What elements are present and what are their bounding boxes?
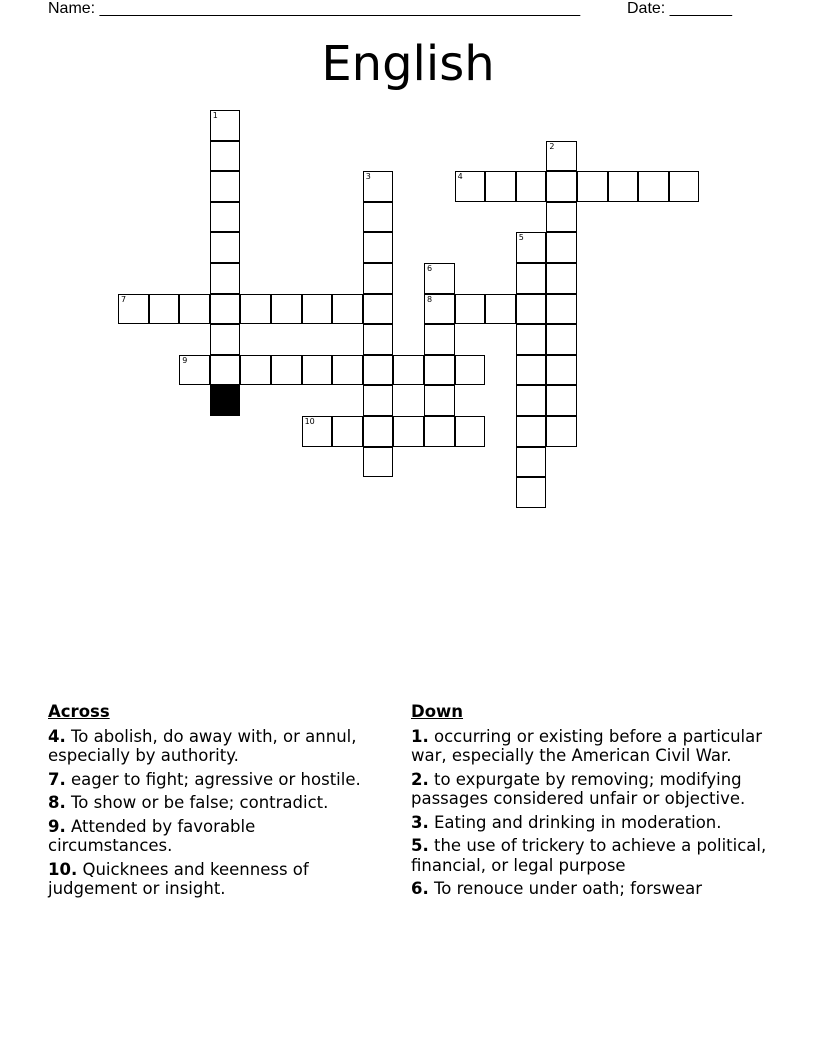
grid-cell[interactable]	[546, 324, 577, 355]
grid-cell[interactable]	[363, 385, 394, 416]
date-field-label: Date: _______	[627, 0, 732, 17]
grid-cell[interactable]	[638, 171, 669, 202]
cell-number: 5	[518, 233, 524, 243]
grid-cell[interactable]	[210, 294, 241, 325]
grid-cell[interactable]	[210, 141, 241, 172]
cell-number: 4	[457, 172, 463, 182]
crossword-grid	[0, 0, 816, 520]
grid-cell[interactable]	[393, 416, 424, 447]
clue-number: 9.	[48, 816, 66, 836]
clue-text: to expurgate by removing; modifying passages considered unfair or objective.	[411, 769, 746, 808]
grid-cell[interactable]	[332, 294, 363, 325]
clue-number: 4.	[48, 726, 66, 746]
down-clues	[411, 702, 776, 903]
grid-cell[interactable]	[424, 294, 455, 325]
grid-cell[interactable]	[516, 416, 547, 447]
black-cell	[210, 385, 241, 416]
clue-number: 1.	[411, 726, 429, 746]
grid-cell[interactable]	[179, 355, 210, 386]
clue-number: 3.	[411, 812, 429, 832]
grid-cell[interactable]	[546, 171, 577, 202]
grid-cell[interactable]	[577, 171, 608, 202]
grid-cell[interactable]	[363, 232, 394, 263]
down-clue	[411, 836, 776, 875]
grid-cell[interactable]	[546, 294, 577, 325]
grid-cell[interactable]	[302, 355, 333, 386]
grid-cell[interactable]	[546, 263, 577, 294]
grid-cell[interactable]	[240, 294, 271, 325]
grid-cell[interactable]	[424, 385, 455, 416]
grid-cell[interactable]	[455, 294, 486, 325]
grid-cell[interactable]	[546, 385, 577, 416]
across-clue	[48, 770, 378, 790]
grid-cell[interactable]	[516, 232, 547, 263]
down-clue	[411, 770, 776, 809]
clue-text: To abolish, do away with, or annul, especially by authority.	[48, 726, 357, 765]
grid-cell[interactable]	[546, 355, 577, 386]
clue-text: To renouce under oath; forswear	[434, 879, 702, 898]
grid-cell[interactable]	[210, 110, 241, 141]
down-clue	[411, 727, 776, 766]
across-clue	[48, 793, 378, 813]
down-clue	[411, 813, 776, 833]
grid-cell[interactable]	[669, 171, 700, 202]
cell-number: 6	[427, 264, 433, 273]
grid-cell[interactable]	[210, 171, 241, 202]
page-title: English	[321, 36, 495, 92]
grid-cell[interactable]	[424, 355, 455, 386]
across-clue	[48, 860, 378, 899]
grid-cell[interactable]	[118, 294, 149, 325]
grid-cell[interactable]	[546, 141, 577, 172]
grid-cell[interactable]	[546, 416, 577, 447]
grid-cell[interactable]	[210, 232, 241, 263]
clue-text: occurring or existing before a particular war, especially the American Civil War.	[411, 726, 763, 765]
cell-number: 8	[427, 294, 433, 304]
grid-cell[interactable]	[516, 447, 547, 478]
grid-cell[interactable]	[485, 294, 516, 325]
cell-number: 2	[549, 141, 555, 151]
grid-cell[interactable]	[516, 355, 547, 386]
clue-number: 8.	[48, 793, 66, 812]
clue-number: 6.	[411, 879, 429, 898]
clue-number: 7.	[48, 769, 66, 789]
clue-text: Quicknees and keenness of judgement or insight.	[48, 859, 309, 898]
grid-cell[interactable]	[363, 416, 394, 447]
grid-cell[interactable]	[363, 202, 394, 233]
across-clue	[48, 727, 378, 766]
grid-cell[interactable]	[455, 416, 486, 447]
grid-cell[interactable]	[546, 232, 577, 263]
grid-cell[interactable]	[516, 294, 547, 325]
cell-number: 1	[212, 111, 218, 120]
clue-text: Eating and drinking in moderation.	[434, 812, 722, 832]
cell-number: 3	[365, 172, 371, 182]
name-field-label: Name: ______________________________________________________	[48, 0, 581, 17]
grid-cell[interactable]	[363, 171, 394, 202]
grid-cell[interactable]	[608, 171, 639, 202]
clue-text: To show or be false; contradict.	[71, 793, 329, 812]
grid-cell[interactable]	[546, 202, 577, 233]
grid-cell[interactable]	[363, 324, 394, 355]
grid-cell[interactable]	[210, 202, 241, 233]
across-clues	[48, 702, 378, 903]
grid-cell[interactable]	[455, 355, 486, 386]
clue-text: eager to fight; agressive or hostile.	[71, 769, 361, 789]
grid-cell[interactable]	[332, 416, 363, 447]
cell-number: 9	[182, 355, 188, 365]
grid-cell[interactable]	[363, 263, 394, 294]
cell-number: 7	[121, 294, 127, 304]
grid-cell[interactable]	[179, 294, 210, 325]
clue-number: 2.	[411, 769, 429, 789]
clue-text: Attended by favorable circumstances.	[48, 816, 256, 855]
across-heading: Across	[48, 702, 110, 721]
grid-cell[interactable]	[271, 294, 302, 325]
grid-cell[interactable]	[363, 447, 394, 478]
grid-cell[interactable]	[302, 416, 333, 447]
grid-cell[interactable]	[363, 294, 394, 325]
grid-cell[interactable]	[455, 171, 486, 202]
grid-cell[interactable]	[393, 355, 424, 386]
grid-cell[interactable]	[424, 324, 455, 355]
down-heading: Down	[411, 702, 464, 721]
across-clue	[48, 817, 378, 856]
grid-cell[interactable]	[424, 263, 455, 294]
grid-cell[interactable]	[485, 171, 516, 202]
down-clue	[411, 879, 776, 899]
grid-cell[interactable]	[332, 355, 363, 386]
grid-cell[interactable]	[516, 385, 547, 416]
grid-cell[interactable]	[516, 477, 547, 508]
clue-number: 10.	[48, 859, 78, 879]
grid-cell[interactable]	[363, 355, 394, 386]
clue-text: the use of trickery to achieve a political, financial, or legal purpose	[411, 836, 767, 875]
grid-cell[interactable]	[240, 355, 271, 386]
grid-cell[interactable]	[424, 416, 455, 447]
cell-number: 10	[304, 417, 315, 426]
grid-cell[interactable]	[516, 263, 547, 294]
clue-number: 5.	[411, 836, 429, 855]
grid-cell[interactable]	[271, 355, 302, 386]
grid-cell[interactable]	[516, 171, 547, 202]
grid-cell[interactable]	[210, 263, 241, 294]
grid-cell[interactable]	[516, 324, 547, 355]
grid-cell[interactable]	[149, 294, 180, 325]
grid-cell[interactable]	[210, 355, 241, 386]
grid-cell[interactable]	[302, 294, 333, 325]
grid-cell[interactable]	[210, 324, 241, 355]
